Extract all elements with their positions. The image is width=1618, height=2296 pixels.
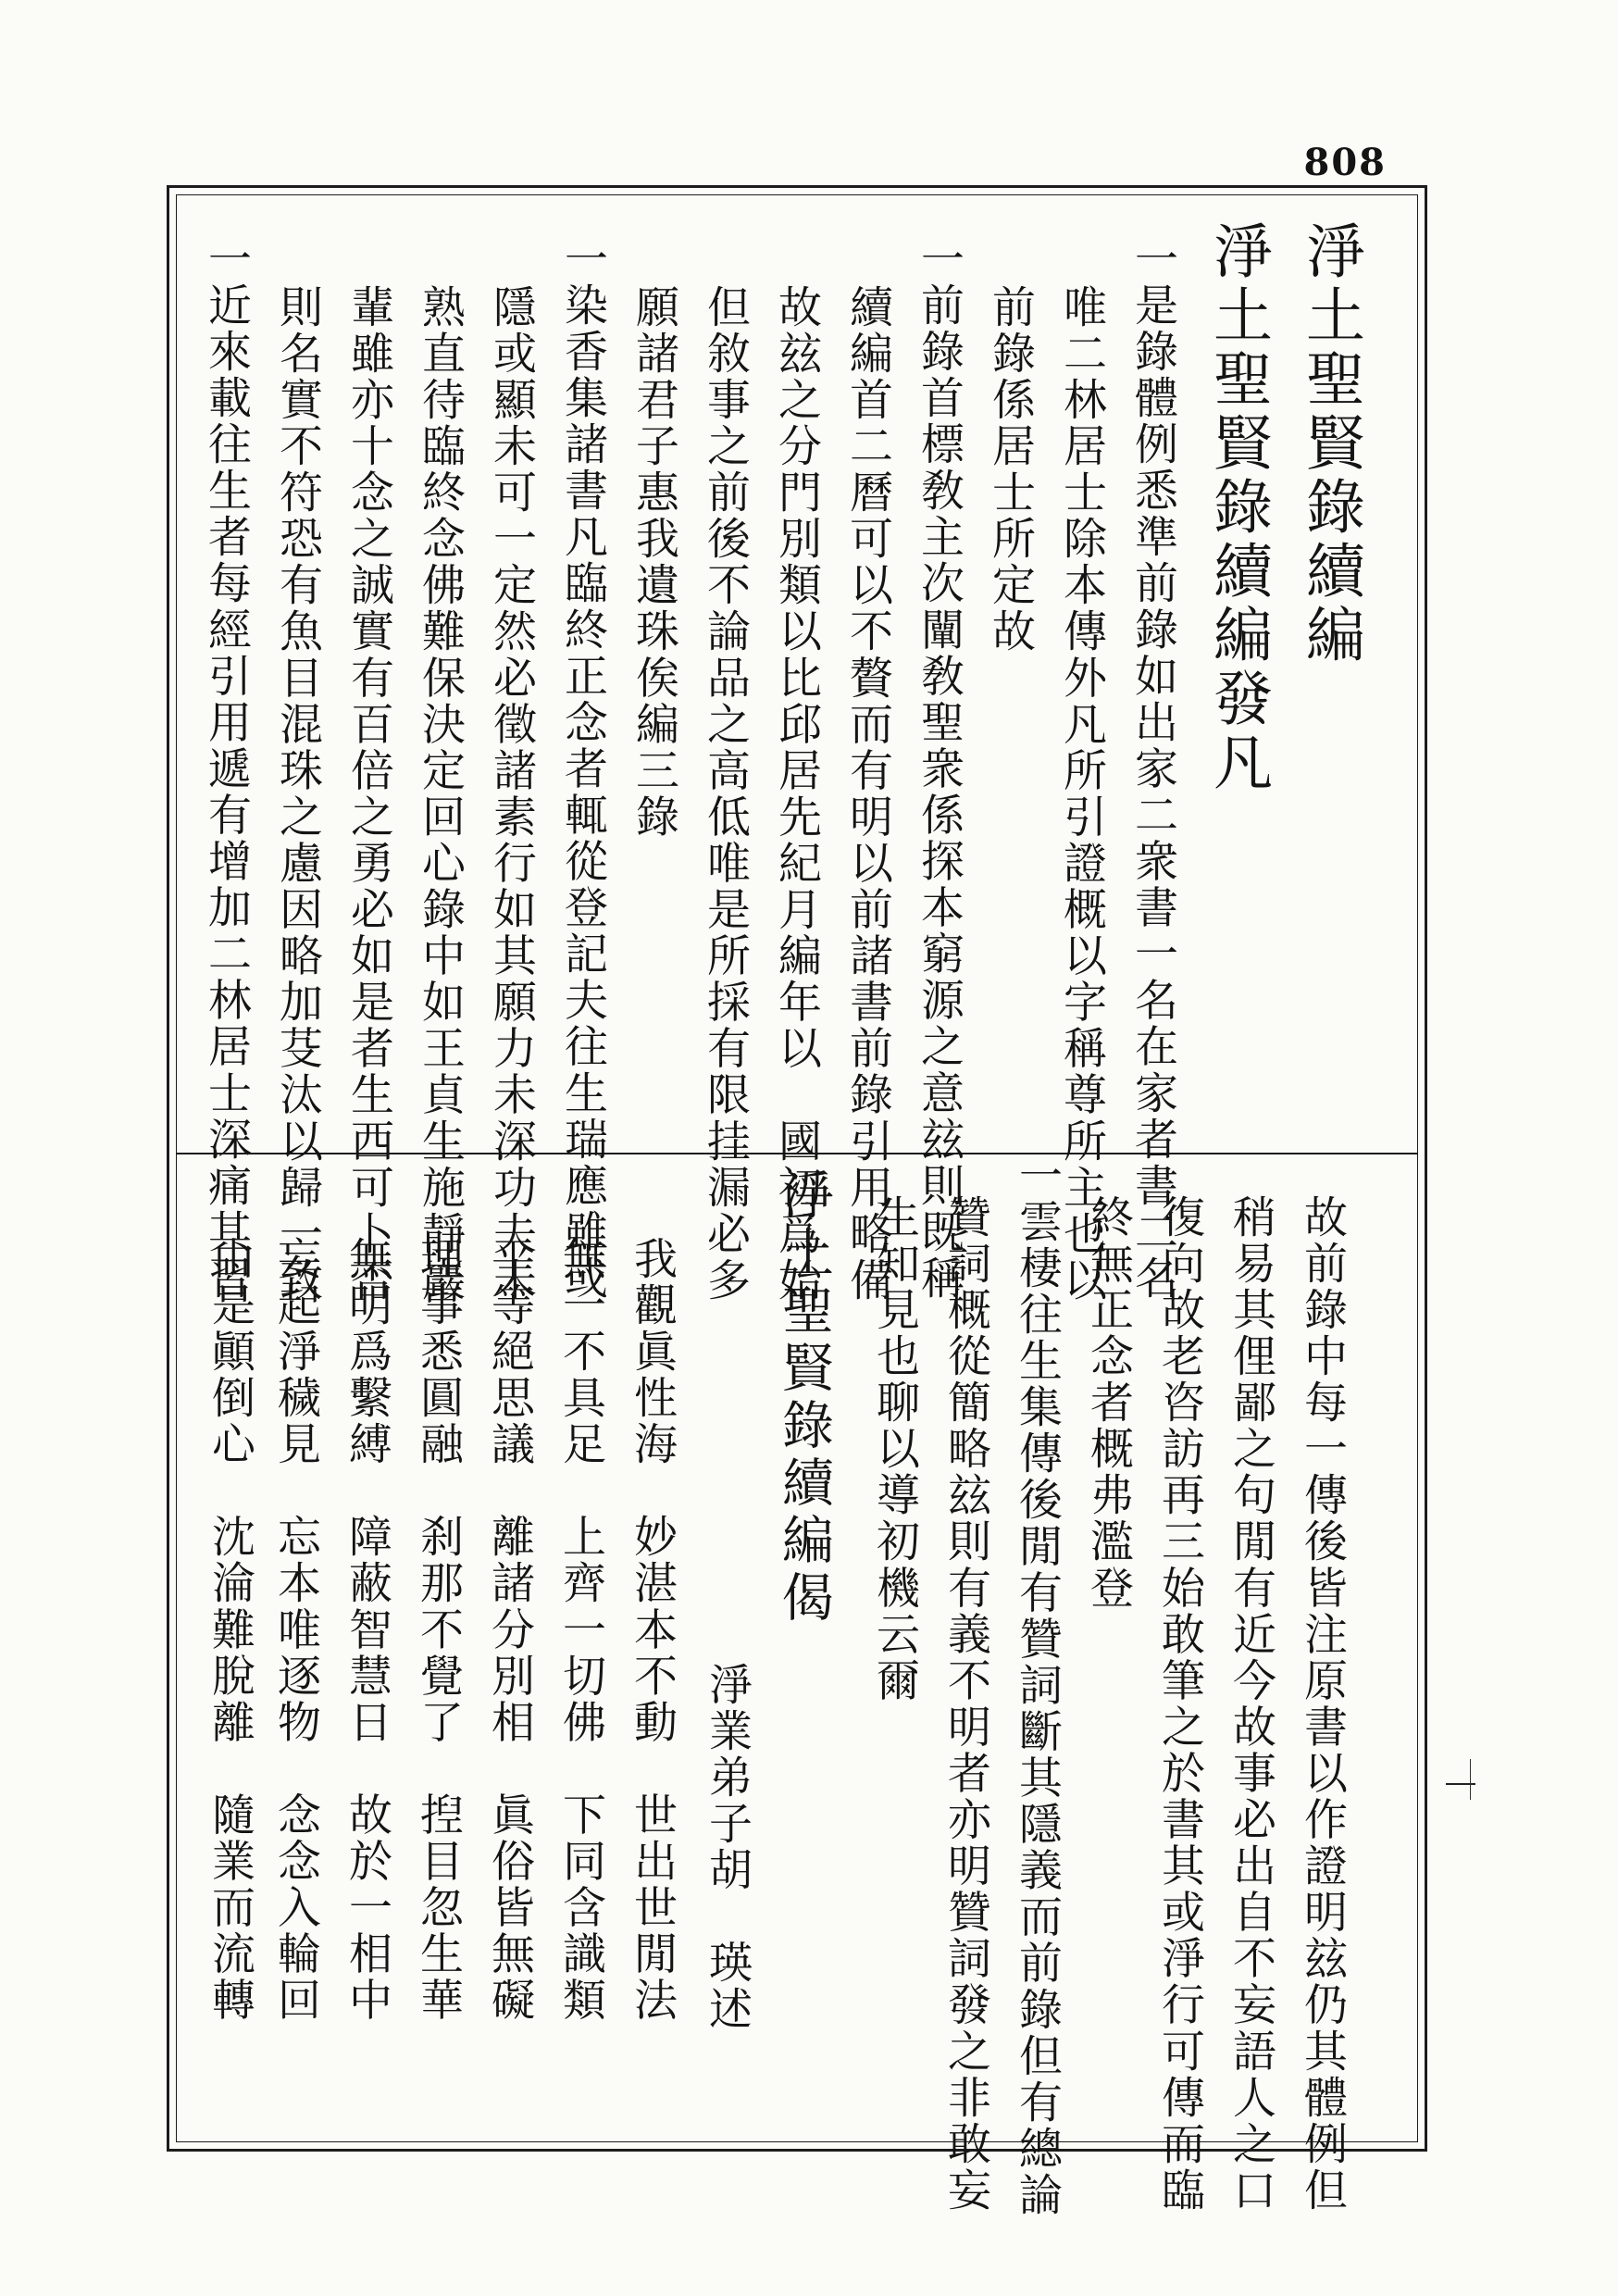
text-column: 復向故老咨訪再三始敢筆之於書其或淨行可傳而臨: [1154, 1194, 1205, 2215]
verse-column: 無一不具足 上齊一切佛 下同含識類: [555, 1236, 606, 2024]
text-column: 生知見也聊以導初機云爾: [869, 1194, 920, 1704]
verse-column: 妄起淨穢見 忘本唯逐物 念念入輪回: [270, 1236, 321, 2024]
text-column: 一前錄首標敎主次闡敎聖衆係探本窮源之意玆則既稱: [914, 236, 965, 1303]
text-column: 稍易其俚鄙之句閒有近今故事必出自不妄語人之口: [1226, 1194, 1276, 2215]
text-column: 熟直待臨終念佛難保決定回心錄中如王貞生施靜巖: [415, 284, 466, 1304]
text-column: 一染香集諸書凡臨終正念者輒從登記夫往生瑞應雖或: [557, 236, 608, 1303]
text-column: 終無正念者概弗濫登: [1083, 1194, 1134, 1612]
margin-mark: [1446, 1783, 1475, 1785]
text-column: 一雲棲往生集傳後閒有贊詞斷其隱義而前錄但有總論: [1012, 1153, 1063, 2219]
text-column: 輩雖亦十念之誠實有百倍之勇必如是者生西可卜否: [343, 284, 394, 1304]
verse-author: 淨業弟子胡 瑛述: [702, 1662, 753, 2032]
text-column: 唯二林居士除本傳外凡所引證概以字稱尊所主也以: [1056, 284, 1107, 1304]
text-column: 但敘事之前後不論品之高低唯是所採有限挂漏必多: [700, 284, 751, 1304]
margin-tick: [1470, 1759, 1471, 1800]
text-column: 一是錄體例悉準前錄如出家二衆書一名在家者書二名: [1127, 236, 1178, 1303]
verse-title: 淨土聖賢錄續編偈: [774, 1168, 834, 1628]
text-column: 願諸君子惠我遺珠俟編三錄: [629, 284, 679, 841]
text-column: 則名實不符恐有魚目混珠之慮因略加芟汰以歸一致: [272, 284, 323, 1304]
verse-column: 平等絕思議 離諸分別相 眞俗皆無礙: [484, 1236, 535, 2024]
text-column: 續編首二曆可以不贅而有明以前諸書前錄引用略備: [842, 284, 893, 1304]
text-column: 隱或顯未可一定然必徵諸素行如其願力未深功夫未: [486, 284, 537, 1304]
verse-column: 我觀眞性海 妙湛本不動 世出世閒法: [627, 1236, 678, 2024]
text-column: 故玆之分門別類以比邱居先紀月編年以 國初爲始: [771, 284, 822, 1304]
text-column: 一近來載往生者每經引用遞有增加二林居士深痛其習: [201, 236, 252, 1303]
text-column: 故前錄中每一傳後皆注原書以作證明玆仍其體例但: [1297, 1194, 1348, 2215]
page-number: 808: [1303, 141, 1387, 184]
verse-column: 無明爲繫縛 障蔽智慧日 故於一相中: [342, 1236, 392, 2024]
text-column: 前錄係居士所定故: [985, 284, 1036, 655]
verse-column: 由是顚倒心 沈淪難脫離 隨業而流轉: [205, 1236, 255, 2024]
book-title: 淨土聖賢錄續編: [1296, 220, 1364, 668]
text-column: 贊詞概從簡略玆則有義不明者亦明贊詞發之非敢妄: [940, 1194, 991, 2215]
verse-column: 理事悉圓融 刹那不覺了 揑目忽生華: [413, 1236, 464, 2024]
section-title: 淨土聖賢錄續編發凡: [1203, 220, 1272, 795]
